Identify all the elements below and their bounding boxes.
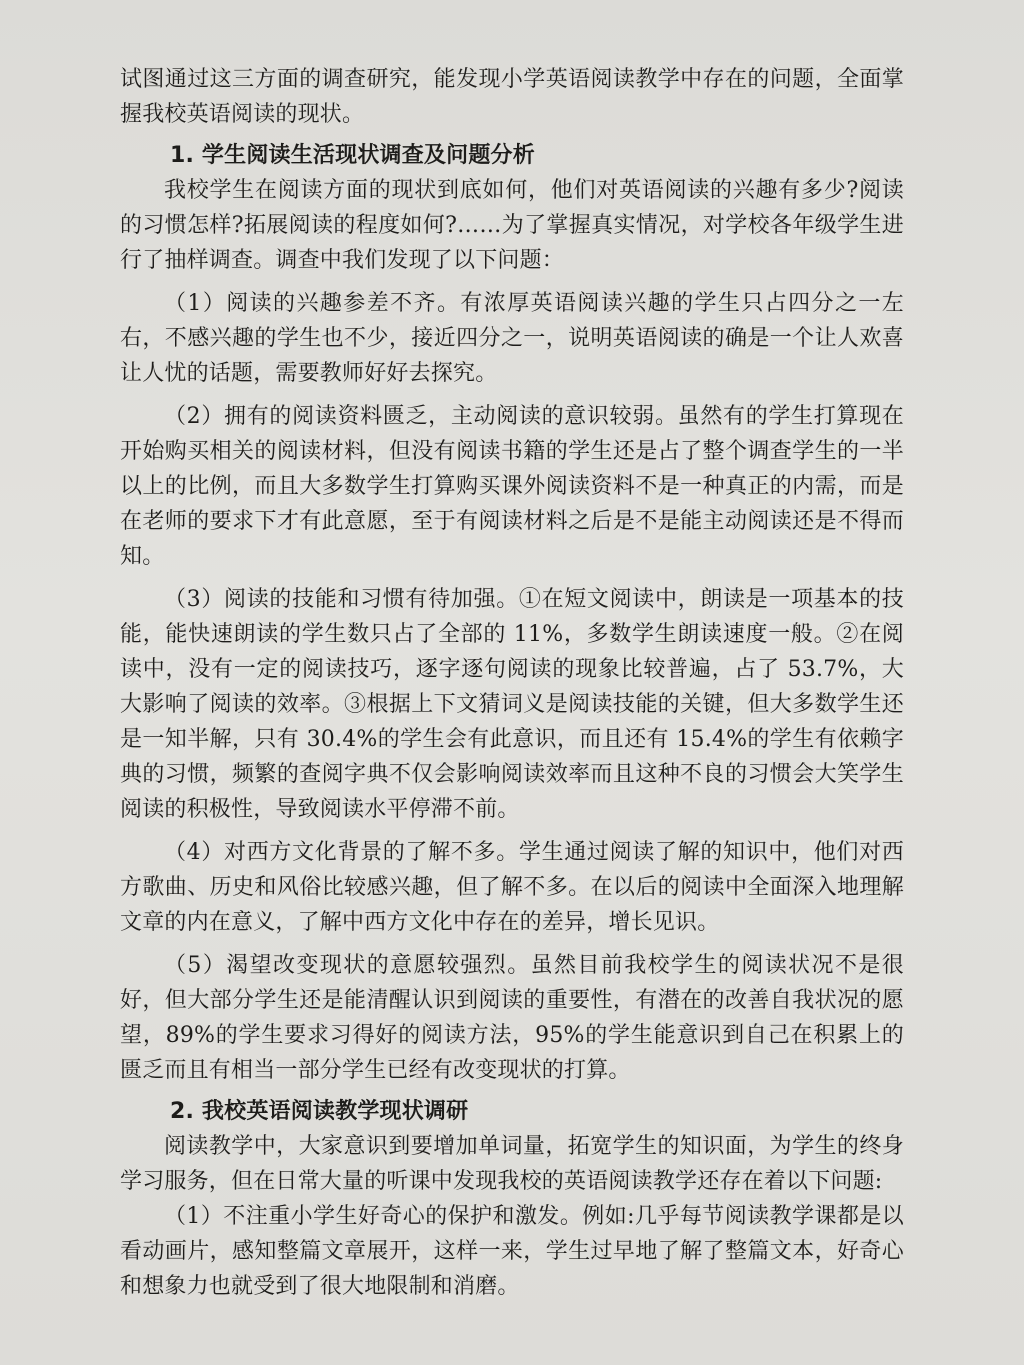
body-paragraph: （4）对西方文化背景的了解不多。学生通过阅读了解的知识中，他们对西方歌曲、历史和风俗比较感兴趣，但了解不多。在以后的阅读中全面深入地理解文章的内在意义，了解中西方文化中存在的差异，增长见识。 (120, 840, 904, 935)
document-body (120, 62, 904, 1304)
body-paragraph: （2）拥有的阅读资料匮乏，主动阅读的意识较弱。虽然有的学生打算现在开始购买相关的阅读材料，但没有阅读书籍的学生还是占了整个调查学生的一半以上的比例，而且大多数学生打算购买课外阅读资料不是一种真正的内需，而是在老师的要求下才有此意愿，至于有阅读材料之后是不是能主动阅读还是不得而知。 (120, 404, 904, 569)
body-paragraph: （1）阅读的兴趣参差不齐。有浓厚英语阅读兴趣的学生只占四分之一左右，不感兴趣的学生也不少，接近四分之一，说明英语阅读的确是一个让人欢喜让人忧的话题，需要教师好好去探究。 (120, 291, 904, 386)
body-paragraph: （1）不注重小学生好奇心的保护和激发。例如:几乎每节阅读教学课都是以看动画片，感知整篇文章展开，这样一来，学生过早地了解了整篇文本，好奇心和想象力也就受到了很大地限制和消磨。 (120, 1204, 904, 1299)
body-paragraph: （3）阅读的技能和习惯有待加强。①在短文阅读中，朗读是一项基本的技能，能快速朗读的学生数只占了全部的 11%，多数学生朗读速度一般。②在阅读中，没有一定的阅读技巧，逐字逐句阅读的现象比较普遍，占了 53.7%，大大影响了阅读的效率。③根据上下文猜词义是阅读技能的关键，但大多数学生还是一知半解，只有 30.4%的学生会有此意识，而且还有 15.4%的学生有依赖字典的习惯，频繁的查阅字典不仅会影响阅读效率而且这种不良的习惯会大笑学生阅读的积极性，导致阅读水平停滞不前。 (120, 587, 905, 822)
body-paragraph: 我校学生在阅读方面的现状到底如何，他们对英语阅读的兴趣有多少?阅读的习惯怎样?拓展阅读的程度如何?……为了掌握真实情况，对学校各年级学生进行了抽样调查。调查中我们发现了以下问题： (120, 178, 904, 273)
body-paragraph: （5）渴望改变现状的意愿较强烈。虽然目前我校学生的阅读状况不是很好，但大部分学生还是能清醒认识到阅读的重要性，有潜在的改善自我状况的愿望，89%的学生要求习得好的阅读方法，95%的学生能意识到自己在积累上的匮乏而且有相当一部分学生已经有改变现状的打算。 (120, 953, 904, 1083)
section-heading-1: 1. 学生阅读生活现状调查及问题分析 (170, 143, 535, 168)
intro-paragraph: 试图通过这三方面的调查研究，能发现小学英语阅读教学中存在的问题，全面掌握我校英语阅读的现状。 (120, 67, 904, 127)
body-paragraph: 阅读教学中，大家意识到要增加单词量，拓宽学生的知识面，为学生的终身学习服务，但在日常大量的听课中发现我校的英语阅读教学还存在着以下问题: (120, 1134, 904, 1194)
section-heading-2: 2. 我校英语阅读教学现状调研 (170, 1099, 469, 1124)
